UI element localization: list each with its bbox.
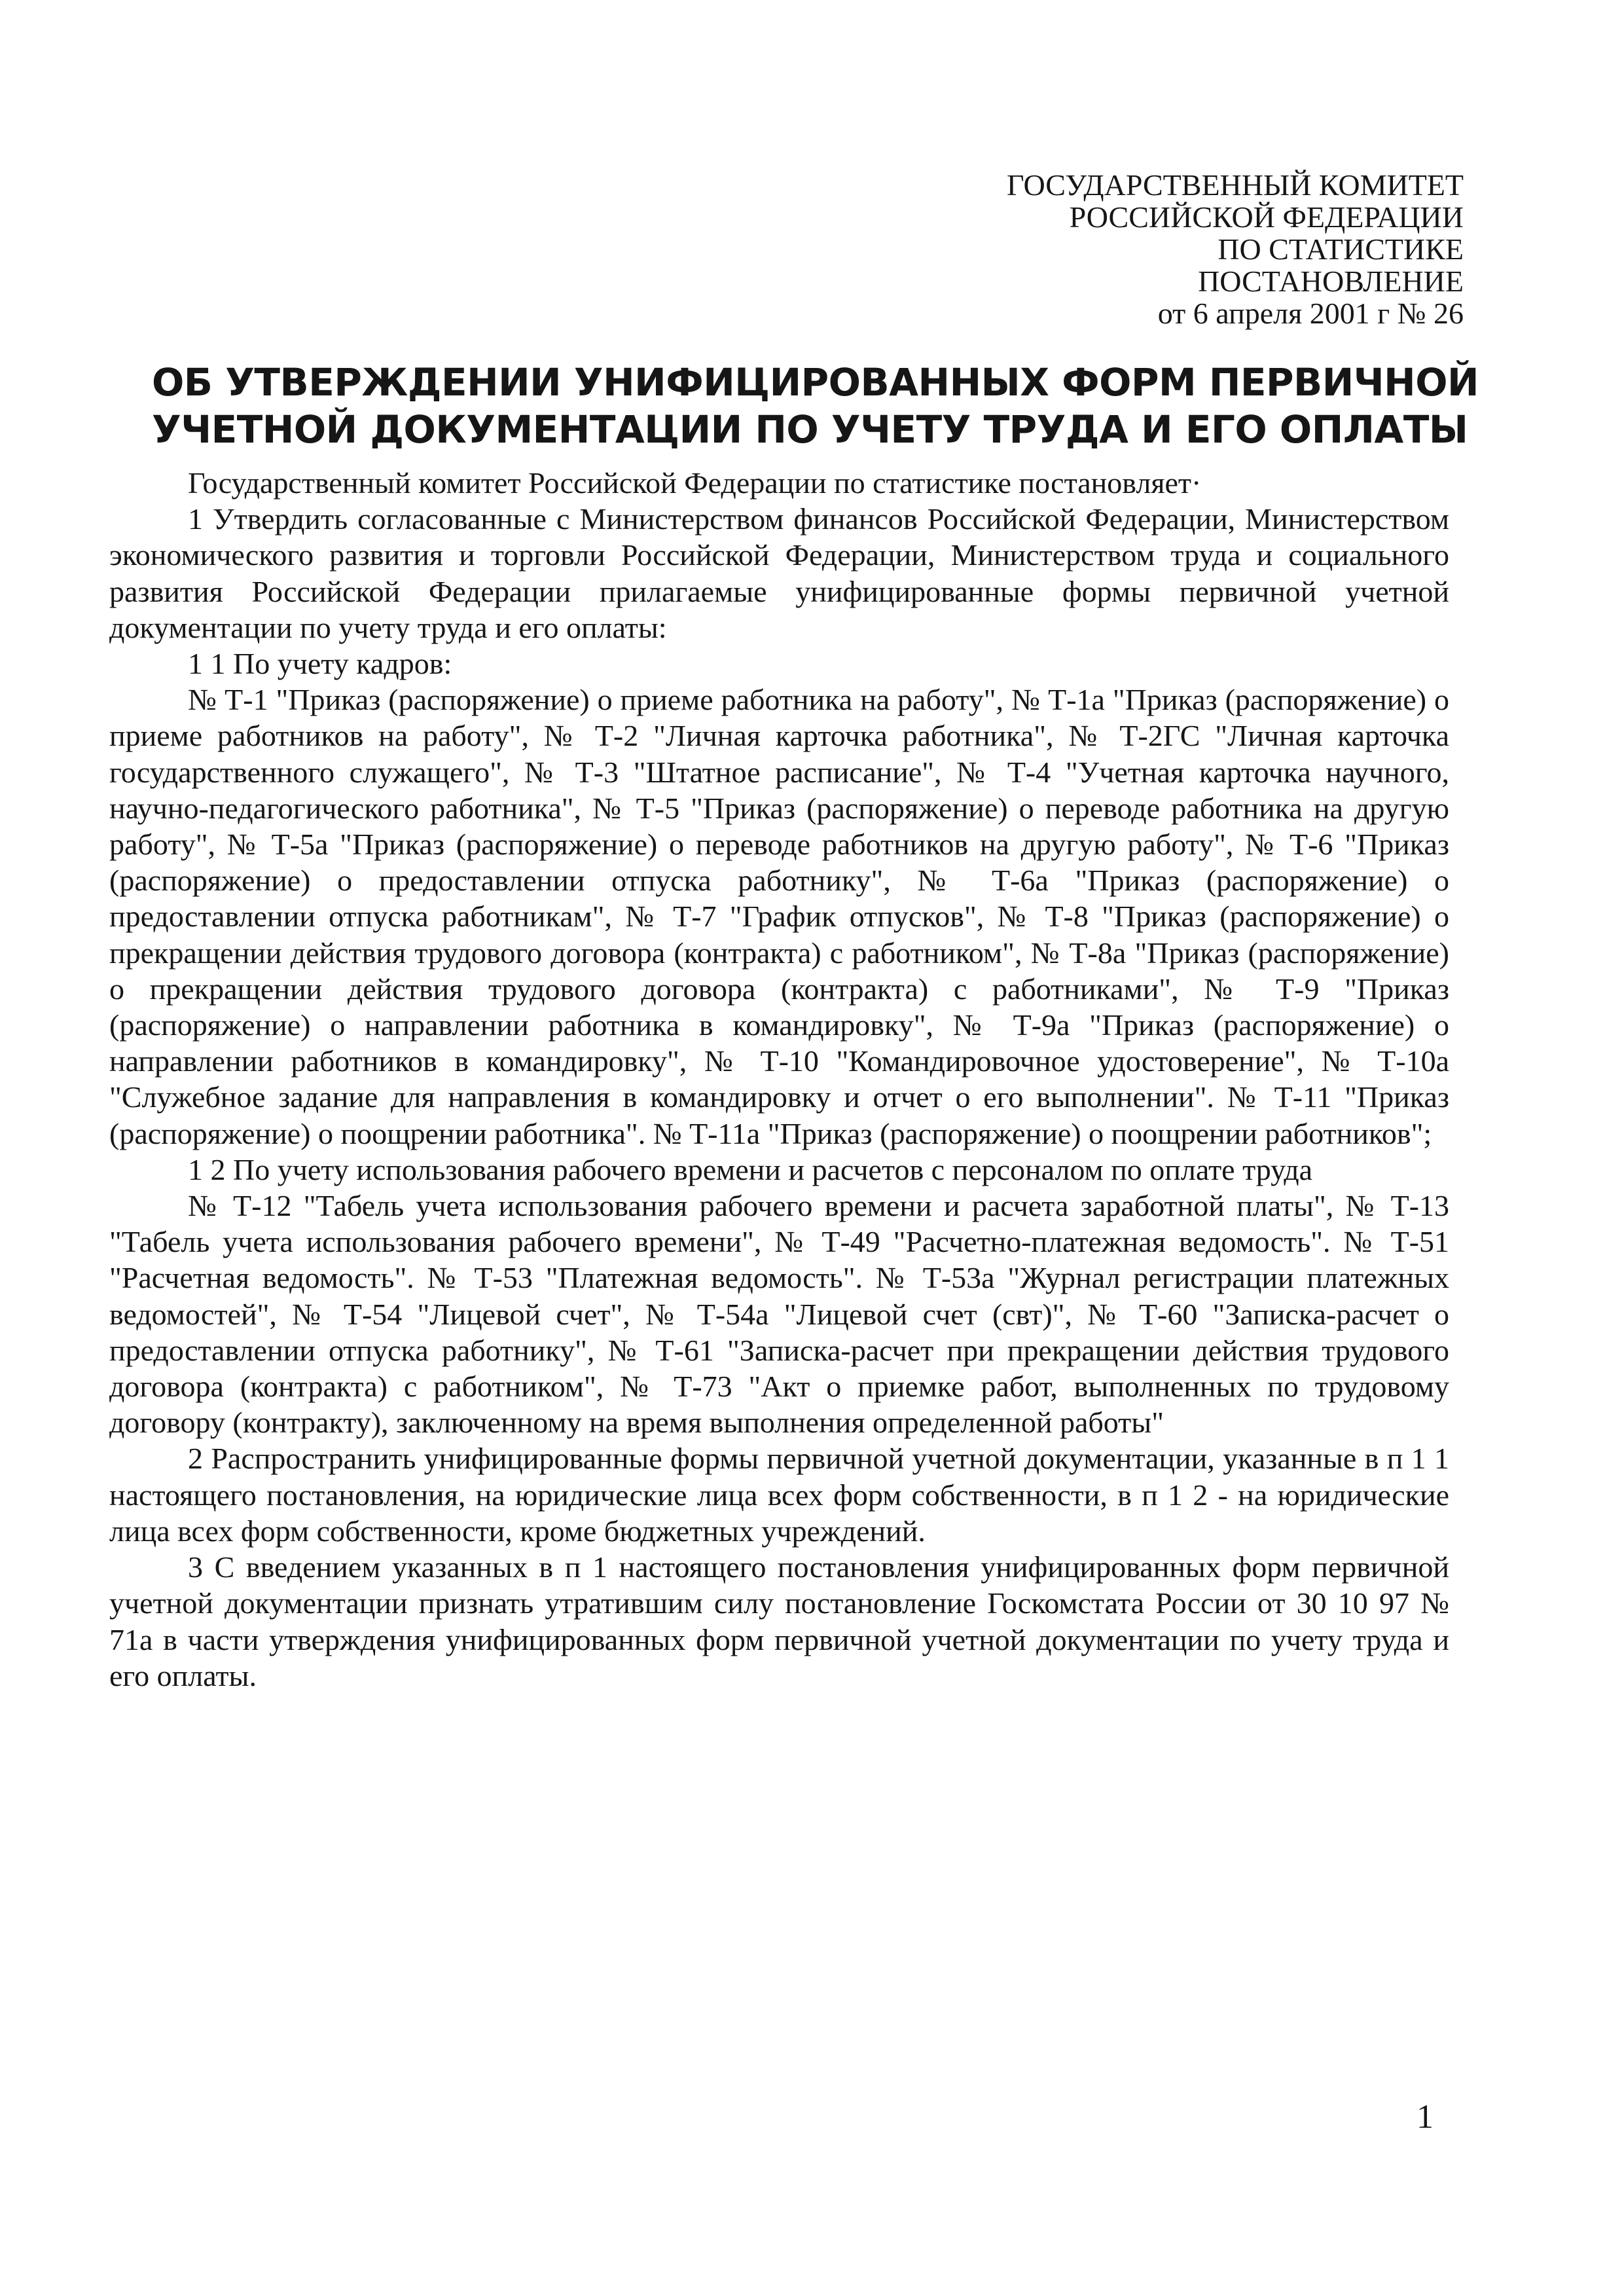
paragraph-item-1-1: 1 1 По учету кадров:: [188, 647, 452, 681]
document-type: ПОСТАНОВЛЕНИЕ: [1198, 264, 1464, 298]
paragraph-item-3: 3 С введением указанных в п 1 настоящего постановления унифицированных форм первичной учетной документации признать утратившим силу постановление Госкомстата России от 30 10 97 № 71а в части утверждения унифицированных форм первичной учетной документации по учету труда и его оплаты.: [109, 1550, 1449, 1692]
header-line: ПО СТАТИСТИКЕ: [1218, 232, 1464, 266]
document-date-number: от 6 апреля 2001 г № 26: [1157, 297, 1464, 330]
paragraph-preamble: Государственный комитет Российской Федерации по статистике постановляет·: [188, 466, 1202, 500]
paragraph-personnel-forms: № Т-1 "Приказ (распоряжение) о приеме работника на работу", № Т-1а "Приказ (распоряжение) о приеме работников на работу", № Т-2 "Личная карточка работника", № Т-2ГС "Личная карточка государственного служащего", № Т-3 "Штатное расписание", № Т-4 "Учетная карточка научного, научно-педагогического работника", № Т-5 "Приказ (распоряжение) о переводе работника на другую работу", № Т-5а "Приказ (распоряжение) о переводе работников на другую работу", № Т-6 "Приказ (распоряжение) о предоставлении отпуска работнику", № Т-6а "Приказ (распоряжение) о предоставлении отпуска работникам", № Т-7 "График отпусков", № Т-8 "Приказ (распоряжение) о прекращении действия трудового договора (контракта) с работником", № Т-8а "Приказ (распоряжение) о прекращении действия трудового договора (контракта) с работниками", № Т-9 "Приказ (распоряжение) о направлении работника в командировку", № Т-9а "Приказ (распоряжение) о направлении работников в командировку", № Т-10 "Командировочное удостоверение", № Т-10а "Служебное задание для направления в командировку и отчет о его выполнении". № Т-11 "Приказ (распоряжение) о поощрении работника". № Т-11а "Приказ (распоряжение) о поощрении работников";: [109, 683, 1449, 1150]
header-line: РОССИЙСКОЙ ФЕДЕРАЦИИ: [1069, 200, 1464, 234]
title-line: УЧЕТНОЙ ДОКУМЕНТАЦИИ ПО УЧЕТУ ТРУДА И ЕГО ОПЛАТЫ: [152, 407, 1468, 452]
paragraph-item-1: 1 Утвердить согласованные с Министерством финансов Российской Федерации, Министерством экономического развития и торговли Российской Федерации, Министерством труда и социального развития Российской Федерации прилагаемые унифицированные формы первичной учетной документации по учету труда и его оплаты:: [109, 502, 1449, 644]
header-line: ГОСУДАРСТВЕННЫЙ КОМИТЕТ: [1007, 168, 1464, 202]
title-line: ОБ УТВЕРЖДЕНИИ УНИФИЦИРОВАННЫХ ФОРМ ПЕРВИЧНОЙ: [152, 360, 1479, 405]
issuer-header: [818, 169, 1464, 329]
document-body: [109, 465, 1449, 1694]
page-number: 1: [1416, 2098, 1434, 2136]
document-title: [152, 359, 1479, 453]
paragraph-item-1-2: 1 2 По учету использования рабочего времени и расчетов с персоналом по оплате труда: [188, 1152, 1313, 1186]
paragraph-time-payroll-forms: № Т-12 "Табель учета использования рабочего времени и расчета заработной платы", № Т-13 "Табель учета использования рабочего времени", № Т-49 "Расчетно-платежная ведомость". № Т-51 "Расчетная ведомость". № Т-53 "Платежная ведомость". № Т-53а "Журнал регистрации платежных ведомостей", № Т-54 "Лицевой счет", № Т-54а "Лицевой счет (свт)", № Т-60 "Записка-расчет о предоставлении отпуска работнику", № Т-61 "Записка-расчет при прекращении действия трудового договора (контракта) с работником", № Т-73 "Акт о приемке работ, выполненных по трудовому договору (контракту), заключенному на время выполнения определенной работы": [109, 1189, 1449, 1440]
paragraph-item-2: 2 Распространить унифицированные формы первичной учетной документации, указанные в п 1 1 настоящего постановления, на юридические лица всех форм собственности, в п 1 2 - на юридические лица всех форм собственности, кроме бюджетных учреждений.: [109, 1442, 1449, 1548]
